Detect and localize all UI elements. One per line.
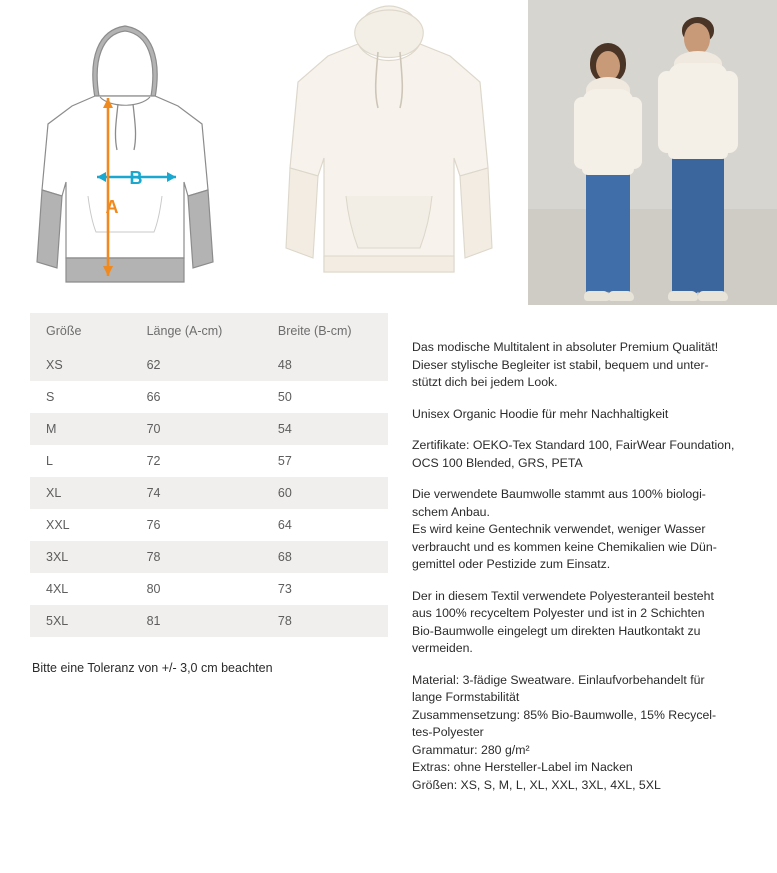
table-row xyxy=(30,381,388,413)
svg-text:B: B xyxy=(129,167,143,188)
desc-specs-line-1: Material: 3-fädige Sweatware. Einlaufvorbehandelt für xyxy=(412,672,705,687)
table-row xyxy=(30,605,388,637)
lower-content xyxy=(0,313,777,808)
desc-cotton-line-1: Die verwendete Baumwolle stammt aus 100% biologi- xyxy=(412,487,706,501)
desc-intro-line-1: Das modische Multitalent in absoluter Premium Qualität! xyxy=(412,340,719,354)
hoodie-models-photo xyxy=(528,0,777,313)
cell-length: 70 xyxy=(131,413,262,445)
product-description xyxy=(412,313,777,794)
table-row xyxy=(30,541,388,573)
desc-polyester-line-4: vermeiden. xyxy=(412,641,473,655)
desc-specs-line-5: Grammatur: 280 g/m² xyxy=(412,742,530,757)
cell-width: 60 xyxy=(262,477,388,509)
desc-specs-line-6: Extras: ohne Hersteller-Label im Nacken xyxy=(412,760,633,774)
desc-cotton-line-4: verbraucht und es kommen keine Chemikalien wie Dün- xyxy=(412,539,717,554)
table-header-row xyxy=(30,313,388,349)
table-row xyxy=(30,349,388,381)
header-size: Größe xyxy=(30,313,131,349)
cell-width: 50 xyxy=(262,381,388,413)
cell-size: XL xyxy=(30,477,131,509)
desc-cotton-line-5: gemittel oder Pestizide zum Einsatz. xyxy=(412,557,611,571)
cell-width: 78 xyxy=(262,605,388,637)
desc-polyester-line-1: Der in diesem Textil verwendete Polyesteranteil besteht xyxy=(412,588,714,603)
cell-size: XS xyxy=(30,349,131,381)
desc-certificates-line-2: OCS 100 Blended, GRS, PETA xyxy=(412,455,583,470)
description-column xyxy=(400,313,777,808)
desc-specs-line-3: Zusammensetzung: 85% Bio-Baumwolle, 15% Recycel- xyxy=(412,707,717,722)
cell-size: XXL xyxy=(30,509,131,541)
desc-cotton-line-3: Es wird keine Gentechnik verwendet, weniger Wasser xyxy=(412,522,706,536)
tolerance-note: Bitte eine Toleranz von +/- 3,0 cm beachten xyxy=(32,661,273,675)
size-table xyxy=(30,313,388,637)
desc-sustainability-line-1: Unisex Organic Hoodie für mehr Nachhaltigkeit xyxy=(412,406,669,421)
size-table-column xyxy=(0,313,400,808)
desc-certificates xyxy=(412,437,777,472)
cell-length: 76 xyxy=(131,509,262,541)
cell-length: 78 xyxy=(131,541,262,573)
desc-specs xyxy=(412,672,777,795)
cell-width: 73 xyxy=(262,573,388,605)
cell-width: 54 xyxy=(262,413,388,445)
cell-width: 57 xyxy=(262,445,388,477)
header-width: Breite (B-cm) xyxy=(262,313,388,349)
desc-intro xyxy=(412,339,777,392)
desc-cotton-line-2: schem Anbau. xyxy=(412,504,490,519)
cell-width: 64 xyxy=(262,509,388,541)
table-row xyxy=(30,477,388,509)
desc-sustainability xyxy=(412,406,777,424)
header-length: Länge (A-cm) xyxy=(131,313,262,349)
cell-size: 5XL xyxy=(30,605,131,637)
hoodie-product-render xyxy=(250,0,528,313)
desc-intro-line-2: Dieser stylische Begleiter ist stabil, bequem und unter- xyxy=(412,357,709,372)
table-row xyxy=(30,509,388,541)
desc-certificates-line-1: Zertifikate: OEKO-Tex Standard 100, FairWear Foundation, xyxy=(412,438,735,452)
desc-specs-line-4: tes-Polyester xyxy=(412,725,484,739)
cell-size: S xyxy=(30,381,131,413)
desc-polyester xyxy=(412,588,777,658)
desc-intro-line-3: stützt dich bei jedem Look. xyxy=(412,375,558,389)
cell-size: M xyxy=(30,413,131,445)
cell-length: 74 xyxy=(131,477,262,509)
cell-length: 62 xyxy=(131,349,262,381)
cell-length: 66 xyxy=(131,381,262,413)
table-row xyxy=(30,445,388,477)
cell-width: 48 xyxy=(262,349,388,381)
cell-width: 68 xyxy=(262,541,388,573)
cell-size: 3XL xyxy=(30,541,131,573)
desc-polyester-line-3: Bio-Baumwolle eingelegt um direkten Hautkontakt zu xyxy=(412,623,701,638)
cell-size: L xyxy=(30,445,131,477)
table-row xyxy=(30,573,388,605)
table-row xyxy=(30,413,388,445)
cell-length: 72 xyxy=(131,445,262,477)
desc-specs-line-2: lange Formstabilität xyxy=(412,690,520,704)
hoodie-technical-drawing xyxy=(0,0,250,313)
desc-polyester-line-2: aus 100% recyceltem Polyester und ist in 2 Schichten xyxy=(412,606,705,620)
cell-length: 81 xyxy=(131,605,262,637)
desc-specs-line-7: Größen: XS, S, M, L, XL, XXL, 3XL, 4XL, 5XL xyxy=(412,777,661,792)
cell-size: 4XL xyxy=(30,573,131,605)
figures-row xyxy=(0,0,777,313)
cell-length: 80 xyxy=(131,573,262,605)
svg-text:A: A xyxy=(105,196,119,217)
desc-cotton xyxy=(412,486,777,574)
